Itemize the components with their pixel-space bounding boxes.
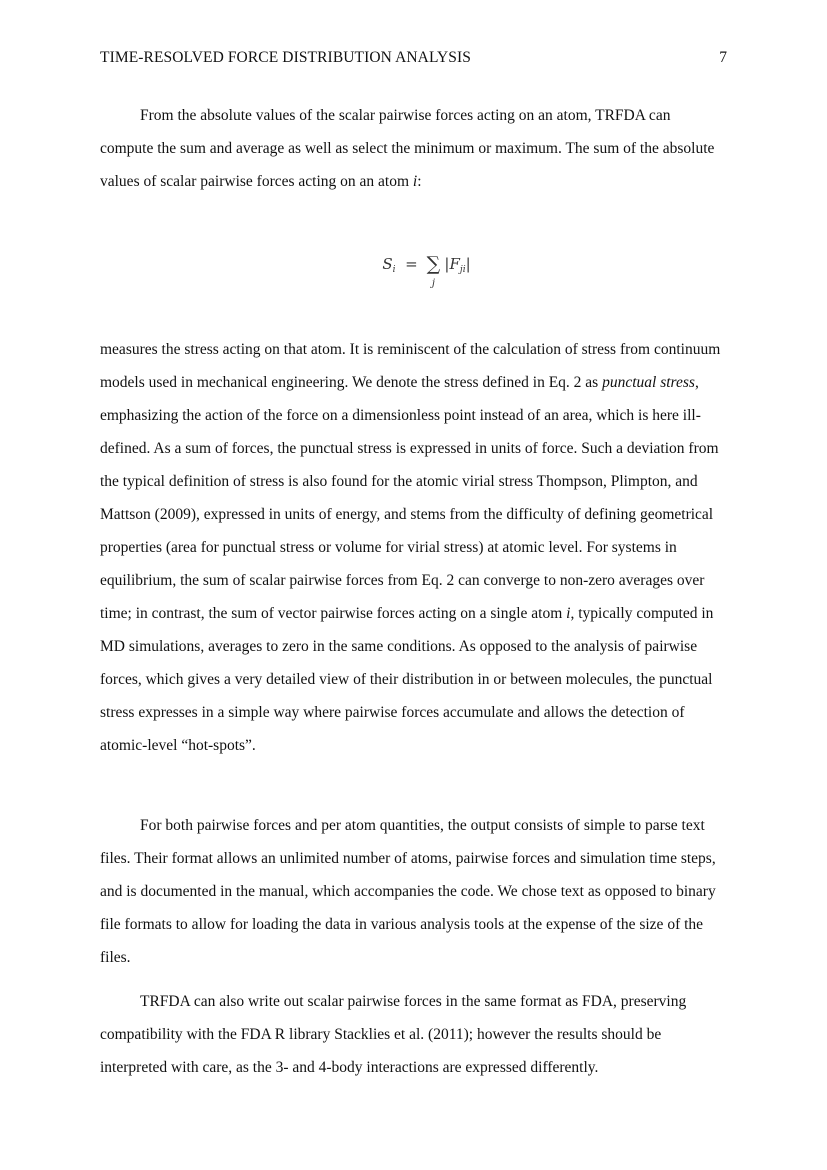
equation-equals: = <box>405 255 418 273</box>
equation-term: F <box>449 255 460 273</box>
paragraph-2-text-b: , emphasizing the action of the force on a dimensionless point instead of an area, which is here ill-defined. As a sum of forces, the punctual stress is expressed in units of force. Such a deviation from the typical definition of stress is also found for the atomic virial stress Thompson, Plimpton, and Mattson (2009), expressed in units of energy, and stems from the difficulty of defining geometrical properties (area for punctual stress or volume for virial stress) at atomic level. For systems in equilibrium, the sum of scalar pairwise forces from Eq. 2 can converge to non-zero averages over time; in contrast, the sum of vector pairwise forces acting on a single atom <box>100 374 719 622</box>
summation <box>422 252 444 289</box>
paragraph-1 <box>100 99 727 198</box>
equation-lhs-sub: i <box>392 265 396 275</box>
equation-body <box>356 252 471 289</box>
paragraph-3 <box>100 809 727 974</box>
paragraph-2 <box>100 333 727 762</box>
paragraph-2-italic-i: i <box>566 605 571 622</box>
page-number: 7 <box>719 49 727 66</box>
paragraph-1-text <box>100 99 727 198</box>
paragraph-2-text-a: measures the stress acting on that atom. It is reminiscent of the calculation of stress from continuum models used in mechanical engineering. We denote the stress defined in Eq. 2 as <box>100 341 721 391</box>
equation-2 <box>0 252 827 289</box>
equation-term-sub: ji <box>459 265 466 275</box>
running-head: TIME-RESOLVED FORCE DISTRIBUTION ANALYSIS <box>100 49 471 66</box>
paragraph-2-text-c: , typically computed in MD simulations, averages to zero in the same conditions. As opposed to the analysis of pairwise forces, which gives a very detailed view of their distribution in or between molecules, the punctual stress expresses in a simple way where pairwise forces accumulate and allows the detection of atomic-level “hot-spots”. <box>100 605 714 754</box>
equation-lhs: S <box>382 255 393 273</box>
summation-index: j <box>431 278 435 289</box>
abs-bar-close: | <box>465 255 471 273</box>
paragraph-4-text: TRFDA can also write out scalar pairwise forces in the same format as FDA, preserving compatibility with the FDA R library Stacklies et al. (2011); however the results should be interpreted with care, as the 3- and 4-body interactions are expressed differently. <box>100 993 687 1076</box>
paragraph-2-text <box>100 333 727 762</box>
abs-bar-open: | <box>444 255 450 273</box>
paragraph-1-italic-i: i <box>412 173 418 190</box>
paragraph-3-text: For both pairwise forces and per atom quantities, the output consists of simple to parse text files. Their format allows an unlimited number of atoms, pairwise forces and simulation time steps, and is documented in the manual, which accompanies the code. We chose text as opposed to binary file formats to allow for loading the data in various analysis tools at the expense of the size of the files. <box>100 817 716 966</box>
paragraph-4 <box>100 985 727 1084</box>
paragraph-1-text-b: : <box>417 173 422 190</box>
paragraph-2-emphasis: punctual stress <box>602 374 695 391</box>
summation-symbol: ∑ <box>426 253 441 275</box>
paragraph-1-text-a: From the absolute values of the scalar pairwise forces acting on an atom, TRFDA can compute the sum and average as well as select the minimum or maximum. The sum of the absolute values of scalar pairwise forces acting on an atom <box>100 107 715 190</box>
